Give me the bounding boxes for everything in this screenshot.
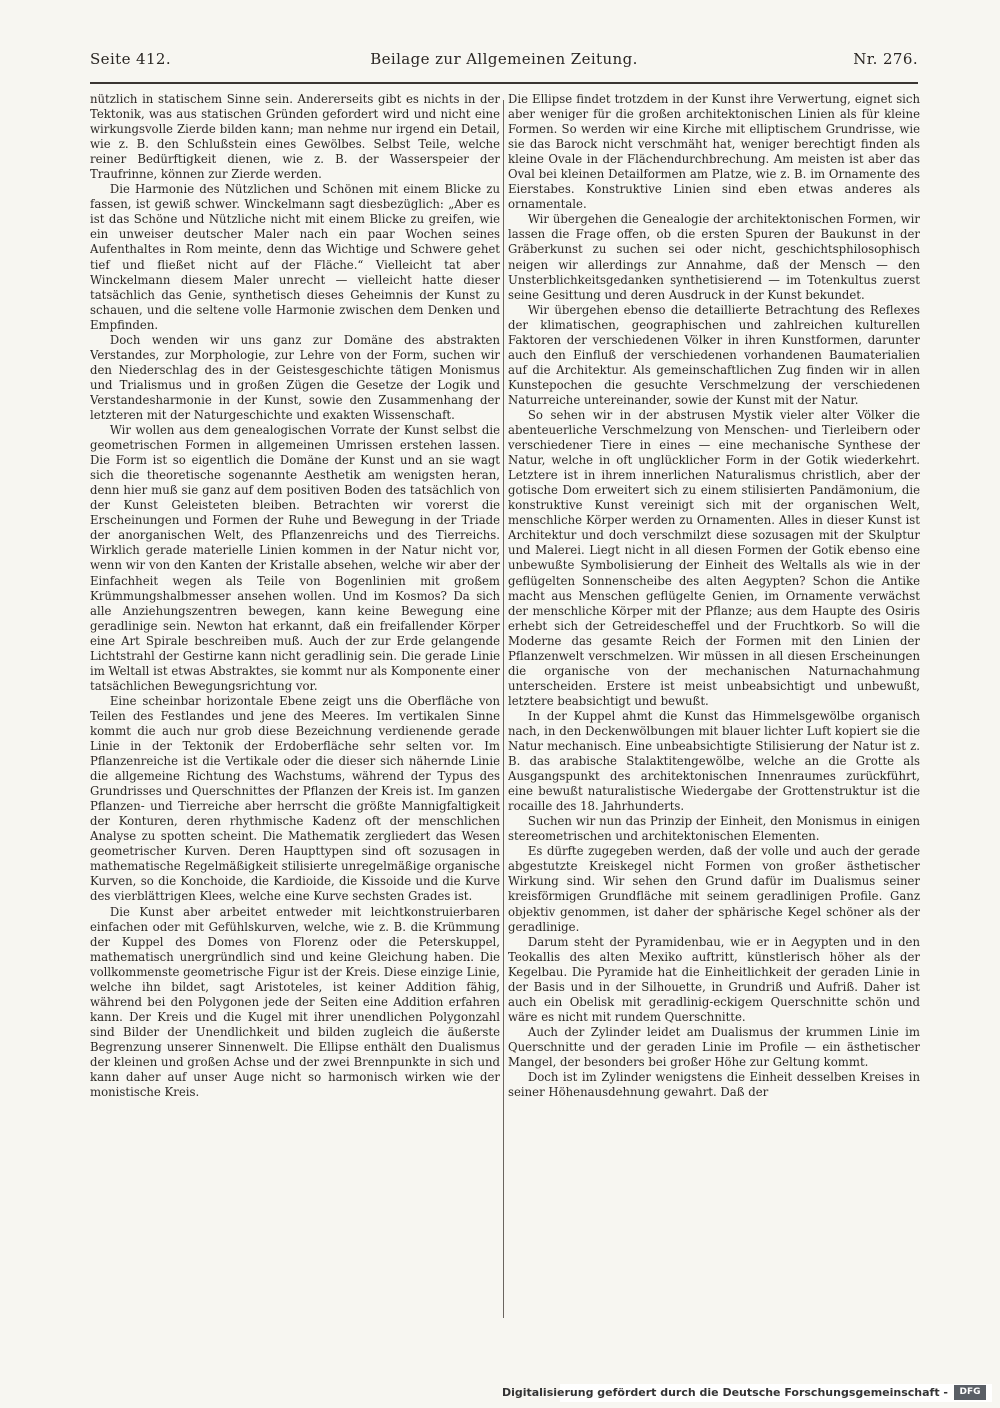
- paragraph: Suchen wir nun das Prinzip der Einheit, den Monismus in einigen stereometrischen und architektonischen Elementen.: [508, 814, 920, 844]
- funding-credit: Digitalisierung gefördert durch die Deutsche Forschungsgemeinschaft -: [501, 1386, 948, 1399]
- paragraph: Eine scheinbar horizontale Ebene zeigt uns die Oberfläche von Teilen des Festlandes und jene des Meeres. Im vertikalen Sinne kommt die auch nur grob diese Bezeichnung verdienende gerade Linie in der Tektonik der Erdoberfläche sehr selten vor. Im Pflanzenreiche ist die Vertikale oder die dieser sich nähernde Linie die allgemeine Richtung des Wachstums, während der Typus des Grundrisses und Querschnittes der Pflanzen der Kreis ist. Im ganzen Pflanzen- und Tierreiche aber herrscht die größte Mannigfaltigkeit der Konturen, deren rhythmische Kadenz oft der menschlichen Analyse zu spotten scheint. Die Mathematik zergliedert das Wesen geometrischer Kurven. Deren Haupttypen sind oft sozusagen in mathematische Regelmäßigkeit stilisierte unregelmäßige organische Kurven, so die Konchoide, die Kardioide, die Kissoide und die Kurve des vierblättrigen Klees, welche eine Kurve sechsten Grades ist.: [90, 693, 500, 904]
- digitization-footer: [501, 1384, 992, 1402]
- issue-number: Nr. 276.: [853, 50, 918, 68]
- dfg-logo[interactable]: DFG: [954, 1385, 986, 1400]
- publication-title: Beilage zur Allgemeinen Zeitung.: [370, 50, 638, 68]
- paragraph: Die Harmonie des Nützlichen und Schönen mit einem Blicke zu fassen, ist gewiß schwer. Winckelmann sagt diesbezüglich: „Aber es ist das Schöne und Nützliche nicht mit einem Blicke zu greifen, wie ein unweiser deutscher Maler nach ein paar Wochen seines Aufenthaltes in Rom meinte, denn das Wichtige und Schwere gehet tief und fließet nicht auf der Fläche.“ Vielleicht tat aber Winckelmann diesem Maler unrecht — vielleicht hatte dieser tatsächlich das Genie, synthetisch dieses Geheimnis der Kunst zu schauen, und die seltene volle Harmonie zwischen dem Denken und Empfinden.: [90, 182, 500, 332]
- paragraph: Es dürfte zugegeben werden, daß der volle und auch der gerade abgestutzte Kreiskegel nicht Formen von großer ästhetischer Wirkung sind. Wir sehen den Grund dafür im Dualismus seiner kreisförmigen Grundfläche mit seinem geradlinigen Profile. Ganz objektiv genommen, ist daher der sphärische Kegel schöner als der geradlinige.: [508, 844, 920, 934]
- paragraph: Doch wenden wir uns ganz zur Domäne des abstrakten Verstandes, zur Morphologie, zur Lehre von der Form, suchen wir den Niederschlag des in der Geistesgeschichte tätigen Monismus und Trialismus und in großen Zügen die Gesetze der Logik und Verstandesharmonie in der Kunst, sowie den Zusammenhang der letzteren mit der Naturgeschichte und exakten Wissenschaft.: [90, 332, 500, 422]
- column-divider: [503, 100, 504, 1318]
- paragraph: In der Kuppel ahmt die Kunst das Himmelsgewölbe organisch nach, in den Deckenwölbungen mit blauer lichter Luft kopiert sie die Natur mechanisch. Eine unbeabsichtigte Stilisierung der Natur ist z. B. das arabische Stalaktitengewölbe, welche an die Grotte als Ausgangspunkt des architektonischen Innenraumes zurückführt, eine bewußt naturalistische Wiedergabe der Grottenstruktur ist die rocaille des 18. Jahrhunderts.: [508, 708, 920, 814]
- page-number: Seite 412.: [90, 50, 172, 68]
- paragraph: Doch ist im Zylinder wenigstens die Einheit desselben Kreises in seiner Höhenausdehnung gewahrt. Daß der: [508, 1070, 920, 1100]
- right-column: [508, 92, 920, 1317]
- paragraph: Wir wollen aus dem genealogischen Vorrate der Kunst selbst die geometrischen Formen in allgemeinen Umrissen erstehen lassen. Die Form ist so eigentlich die Domäne der Kunst und an sie wagt sich die theoretische sogenannte Aesthetik am wenigsten heran, denn hier muß sie ganz auf dem positiven Boden des tatsächlich von der Kunst Geleisteten bleiben. Betrachten wir vorerst die Erscheinungen und Formen der Ruhe und Bewegung in der Triade der anorganischen Welt, des Pflanzenreichs und des Tierreichs. Wirklich gerade materielle Linien kommen in der Natur nicht vor, wenn wir von den Kanten der Kristalle absehen, welche wir aber der Einfachheit wegen als Teile von Bogenlinien mit großem Krümmungshalbmesser ansehen wollen. Und im Kosmos? Da sich alle Anziehungszentren bewegen, kann keine Bewegung eine geradlinige sein. Newton hat erkannt, daß ein freifallender Körper eine Art Spirale beschreiben muß. Auch der zur Erde gelangende Lichtstrahl der Gestirne kann nicht geradlinig sein. Die gerade Linie im Weltall ist etwas Abstraktes, sie kommt nur als Komponente einer tatsächlichen Bewegungsrichtung vor.: [90, 423, 500, 693]
- left-column: [90, 92, 500, 1317]
- paragraph: Die Kunst aber arbeitet entweder mit leichtkonstruierbaren einfachen oder mit Gefühlskurven, welche, wie z. B. die Krümmung der Kuppel des Domes von Florenz oder die Peterskuppel, mathematisch unergründlich sind und keine Gleichung haben. Die vollkommenste geometrische Figur ist der Kreis. Diese einzige Linie, welche ihn bildet, sagt Aristoteles, ist keiner Addition fähig, während bei den Polygonen jede der Seiten eine Addition erfahren kann. Der Kreis und die Kugel mit ihrer unendlichen Polygonzahl sind Bilder der Unendlichkeit und bilden zugleich die äußerste Begrenzung unserer Sinnenwelt. Die Ellipse enthält den Dualismus der kleinen und großen Achse und der zwei Brennpunkte in sich und kann daher auf unser Auge nicht so harmonisch wirken wie der monistische Kreis.: [90, 904, 500, 1100]
- paragraph: Wir übergehen die Genealogie der architektonischen Formen, wir lassen die Frage offen, ob die ersten Spuren der Baukunst in der Gräberkunst zu suchen sei oder nicht, geschichtsphilosophisch neigen wir allerdings zur Annahme, daß der Mensch — den Unsterblichkeitsgedanken synthetisierend — im Totenkultus zuerst seine Gesittung und deren Ausdruck in der Kunst bekundet.: [508, 212, 920, 302]
- paragraph: Wir übergehen ebenso die detaillierte Betrachtung des Reflexes der klimatischen, geographischen und zahlreichen kulturellen Faktoren der verschiedenen Völker in ihren Kunstformen, darunter auch den Einfluß der verschiedenen vorhandenen Baumaterialien auf die Architektur. Als gemeinschaftlichen Zug finden wir in allen Kunstepochen die gesuchte Verschmelzung der verschiedenen Naturreiche untereinander, sowie der Kunst mit der Natur.: [508, 302, 920, 407]
- paragraph: Die Ellipse findet trotzdem in der Kunst ihre Verwertung, eignet sich aber weniger für die großen architektonischen Linien als für kleine Formen. So werden wir eine Kirche mit elliptischem Grundrisse, wie sie das Barock nicht verschmäht hat, weniger berechtigt finden als kleine Ovale in der Flächendurchbrechung. Am meisten ist aber das Oval bei kleinen Detailformen am Platze, wie z. B. im Ornamente des Eierstabes. Konstruktive Linien sind eben etwas anderes als ornamentale.: [508, 92, 920, 212]
- paragraph: So sehen wir in der abstrusen Mystik vieler alter Völker die abenteuerliche Verschmelzung von Menschen- und Tierleibern oder verschiedener Tiere in eines — eine mechanische Synthese der Natur, welche in oft unglücklicher Form in der Gotik wiederkehrt. Letztere ist in ihrem innerlichen Naturalismus christlich, aber der gotische Dom erweitert sich zu einem stilisierten Pandämonium, die konstruktive Kunst vereinigt sich mit der organischen Welt, menschliche Körper werden zu Ornamenten. Alles in dieser Kunst ist Architektur und doch verschmilzt diese sozusagen mit der Skulptur und Malerei. Liegt nicht in all diesen Formen der Gotik ebenso eine unbewußte Symbolisierung der Einheit des Weltalls als wie in der geflügelten Sonnenscheibe des alten Aegypten? Schon die Antike macht aus Menschen geflügelte Genien, im Ornamente verwächst der menschliche Körper mit der Pflanze; aus dem Haupte des Osiris erhebt sich der Getreidescheffel und der Fruchtkorb. So will die Moderne das gesamte Reich der Formen mit den Linien der Pflanzenwelt verschmelzen. Wir müssen in all diesen Erscheinungen die organische von der mechanischen Naturnachahmung unterscheiden. Erstere ist meist unbeabsichtigt und unbewußt, letztere beabsichtigt und bewußt.: [508, 407, 920, 708]
- running-head: [90, 46, 918, 84]
- paragraph: nützlich in statischem Sinne sein. Andererseits gibt es nichts in der Tektonik, was aus statischen Gründen gefordert wird und nicht eine wirkungsvolle Zierde bilden kann; man nehme nur irgend ein Detail, wie z. B. den Schlußstein eines Gewölbes. Selbst Teile, welche reiner Bedürftigkeit dienen, wie z. B. der Wasserspeier der Traufrinne, können zur Zierde werden.: [90, 92, 500, 182]
- paragraph: Auch der Zylinder leidet am Dualismus der krummen Linie im Querschnitte und der geraden Linie im Profile — ein ästhetischer Mangel, der besonders bei großer Höhe zur Geltung kommt.: [508, 1024, 920, 1069]
- paragraph: Darum steht der Pyramidenbau, wie er in Aegypten und in den Teokallis des alten Mexiko auftritt, künstlerisch höher als der Kegelbau. Die Pyramide hat die Einheitlichkeit der geraden Linie in der Basis und in der Silhouette, in Grundriß und Aufriß. Daher ist auch ein Obelisk mit geradlinig-eckigem Querschnitte schön und wäre es nicht mit rundem Querschnitte.: [508, 934, 920, 1024]
